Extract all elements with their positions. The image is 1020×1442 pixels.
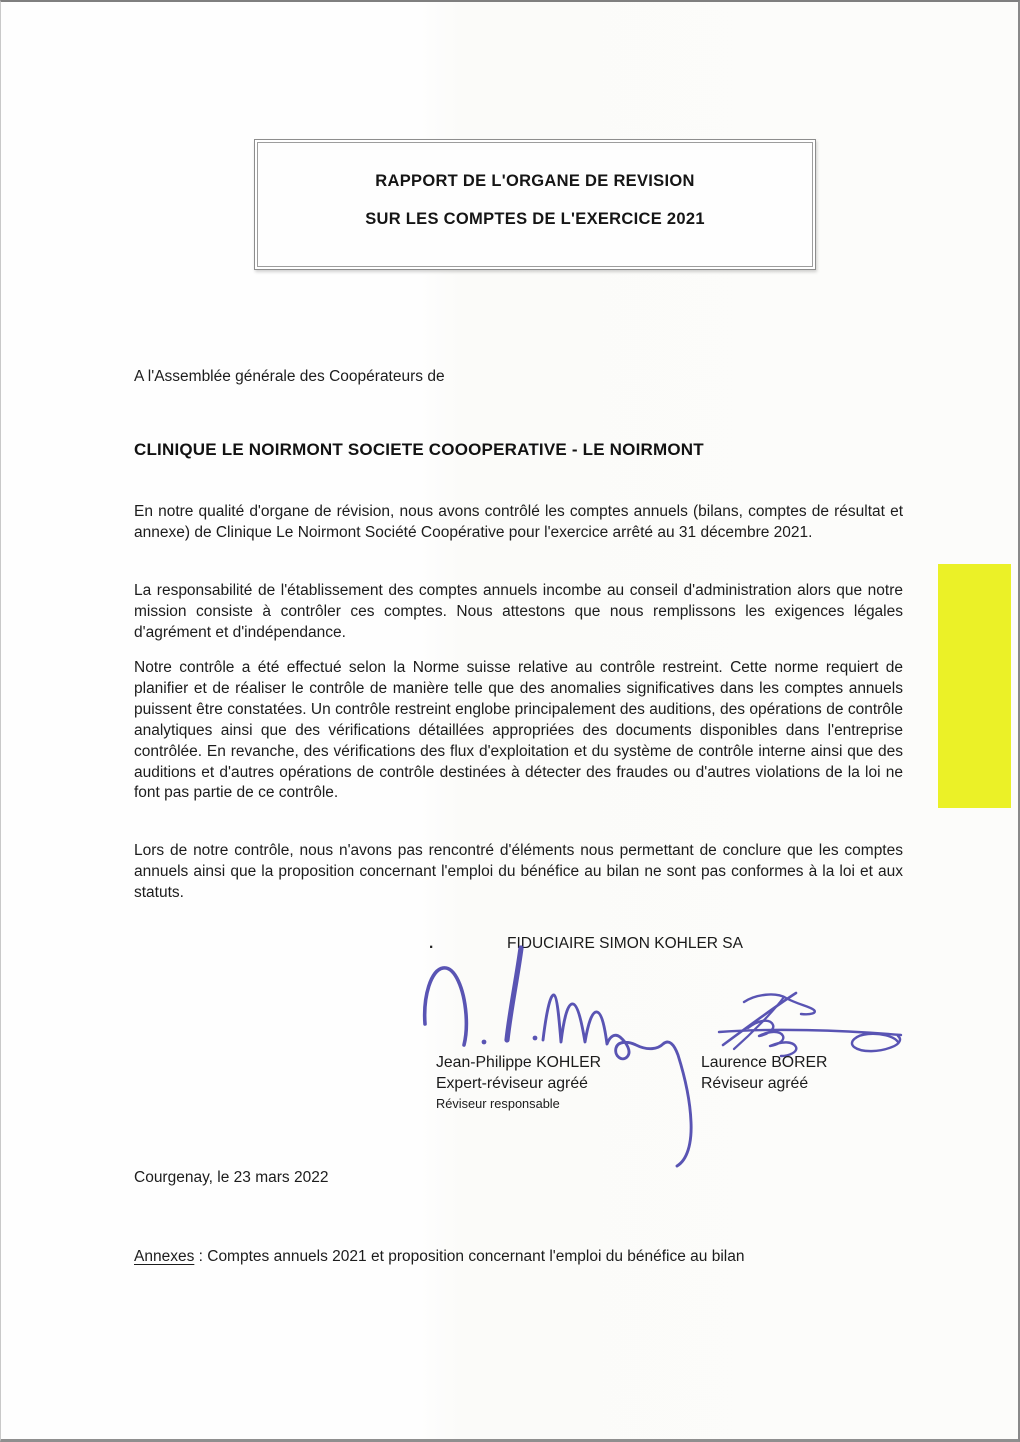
signature-right-loops xyxy=(748,1021,796,1056)
highlight-rect xyxy=(938,564,1011,808)
yellow-highlight-strip xyxy=(938,564,1011,808)
signature-left-dot-2 xyxy=(533,1036,538,1041)
company-name-line: CLINIQUE LE NOIRMONT SOCIETE COOOPERATIVE - LE NOIRMONT xyxy=(134,440,704,459)
signer-left-subrole: Réviseur responsable xyxy=(436,1096,560,1111)
report-title-line-1: RAPPORT DE L'ORGANE DE REVISION xyxy=(375,172,695,190)
signer-left-block xyxy=(436,1052,601,1114)
signature-right-end-loop xyxy=(852,1034,900,1051)
annexes-label: Annexes xyxy=(134,1248,195,1265)
signer-right-block xyxy=(701,1052,827,1094)
signature-left-arc xyxy=(425,968,467,1045)
salutation-line: A l'Assemblée générale des Coopérateurs de xyxy=(134,368,445,385)
signer-right-name: Laurence BORER xyxy=(701,1054,828,1071)
paragraph-conclusion: Lors de notre contrôle, nous n'avons pas rencontré d'éléments nous permettant de conclure que les comptes annuels ainsi que la proposition concernant l'emploi du bénéfice au bilan ne sont pas conformes à la loi et aux statuts. xyxy=(134,842,903,901)
report-title-box xyxy=(254,139,816,270)
stray-dot-mark: . xyxy=(429,935,434,952)
signature-left-dot-1 xyxy=(482,1040,487,1045)
signature-right-diagonal-1 xyxy=(723,993,796,1045)
annexes-text: : Comptes annuels 2021 et proposition concernant l'emploi du bénéfice au bilan xyxy=(194,1248,745,1265)
annexes-line xyxy=(134,1248,744,1266)
signature-left-tall-stroke xyxy=(507,948,521,1040)
fiduciary-firm-name: FIDUCIAIRE SIMON KOHLER SA xyxy=(507,935,743,952)
place-date-line: Courgenay, le 23 mars 2022 xyxy=(134,1169,329,1186)
paragraph-audit-standard: Notre contrôle a été effectué selon la Norme suisse relative au contrôle restreint. Cette norme requiert de planifier et de réaliser le contrôle de manière telle que des anomalies significatives dans les comptes annuels puissent être constatées. Un contrôle restreint englobe principalement des auditions, des opérations de contrôle analytiques ainsi que des vérifications détaillées appropriées des documents disponibles dans l'entreprise contrôlée. En revanche, des vérifications des flux d'exploitation et du système de contrôle interne ainsi que des auditions et d'autres opérations de contrôle destinées à détecter des fraudes ou d'autres violations de la loi ne font pas partie de ce contrôle. xyxy=(134,659,903,802)
paragraph-scope: En notre qualité d'organe de révision, nous avons contrôlé les comptes annuels (bilans, comptes de résultat et annexe) de Clinique Le Noirmont Société Coopérative pour l'exercice arrêté au 31 décembre 2021. xyxy=(134,503,903,541)
report-title-line-2: SUR LES COMPTES DE L'EXERCICE 2021 xyxy=(365,210,705,228)
signer-right-role: Réviseur agréé xyxy=(701,1075,809,1092)
signer-left-name: Jean-Philippe KOHLER xyxy=(436,1054,602,1071)
signer-left-role: Expert-réviseur agréé xyxy=(436,1075,588,1092)
paragraph-responsibility: La responsabilité de l'établissement des comptes annuels incombe au conseil d'administration alors que notre mission consiste à contrôler ces comptes. Nous attestons que nous remplissons les exigences légales d'agrément et d'indépendance. xyxy=(134,582,903,641)
